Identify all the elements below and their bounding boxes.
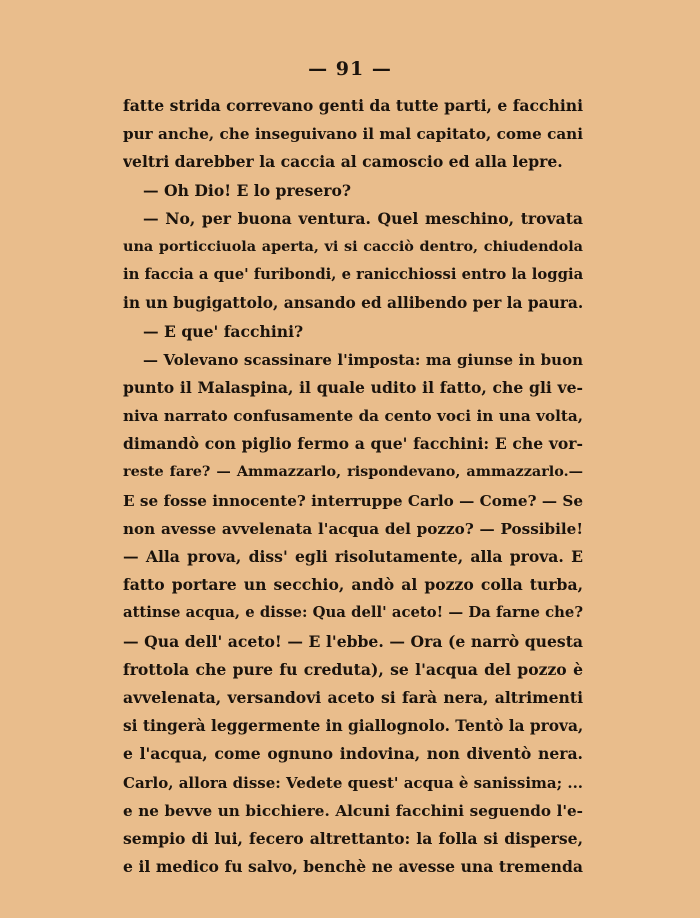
text-line: si tingerà leggermente in giallognolo. Tentò la prova, (123, 717, 583, 736)
text-line: — Qua dell' aceto! — E l'ebbe. — Ora (e narrò questa (123, 631, 583, 651)
text-line: sempio di lui, fecero altrettanto: la folla si disperse, (123, 828, 583, 848)
page-number: — 91 — (308, 58, 392, 80)
body-text (123, 92, 583, 881)
text-line: veltri darebber la caccia al camoscio ed alla lepre. (123, 152, 563, 172)
text-line: — Volevano scassinare l'imposta: ma giunse in buon (143, 350, 583, 369)
text-line: e ne bevve un bicchiere. Alcuni facchini seguendo l'e- (123, 801, 583, 820)
text-line: E se fosse innocente? interruppe Carlo — Come? — Se (123, 491, 583, 510)
text-line: avvelenata, versandovi aceto si farà nera, altrimenti (123, 687, 583, 707)
text-line: una porticciuola aperta, vi si cacciò dentro, chiudendola (123, 237, 583, 255)
text-line: fatte strida correvano genti da tutte parti, e facchini (123, 96, 583, 115)
text-line: frottola che pure fu creduta), se l'acqua del pozzo è (123, 659, 583, 679)
text-line: reste fare? — Ammazzarlo, rispondevano, ammazzarlo.— (123, 463, 583, 481)
text-line: dimandò con piglio fermo a que' facchini: E che vor- (123, 434, 583, 454)
text-line: Carlo, allora disse: Vedete quest' acqua è sanissima; ... (123, 773, 583, 792)
text-line: pur anche, che inseguivano il mal capitato, come cani (123, 125, 583, 144)
text-line: non avesse avvelenata l'acqua del pozzo? — Possibile! (123, 519, 583, 538)
text-line: e l'acqua, come ognuno indovina, non diventò nera. (123, 744, 583, 764)
text-line: — No, per buona ventura. Quel meschino, trovata (143, 208, 583, 228)
text-line: e il medico fu salvo, benchè ne avesse una tremenda (123, 857, 583, 877)
text-line: punto il Malaspina, il quale udito il fatto, che gli ve- (123, 377, 583, 397)
text-line: in faccia a que' furibondi, e ranicchiossi entro la loggia (123, 266, 583, 284)
text-line: niva narrato confusamente da cento voci in una volta, (123, 407, 583, 426)
text-line: — Alla prova, diss' egli risolutamente, alla prova. E (123, 547, 583, 566)
text-line: fatto portare un secchio, andò al pozzo colla turba, (123, 575, 583, 595)
text-line: — Oh Dio! E lo presero? (143, 180, 352, 200)
text-line: in un bugigattolo, ansando ed allibendo per la paura. (123, 294, 583, 313)
text-line: — E que' facchini? (143, 321, 304, 341)
text-line: attinse acqua, e disse: Qua dell' aceto! — Da farne che? (123, 604, 583, 622)
